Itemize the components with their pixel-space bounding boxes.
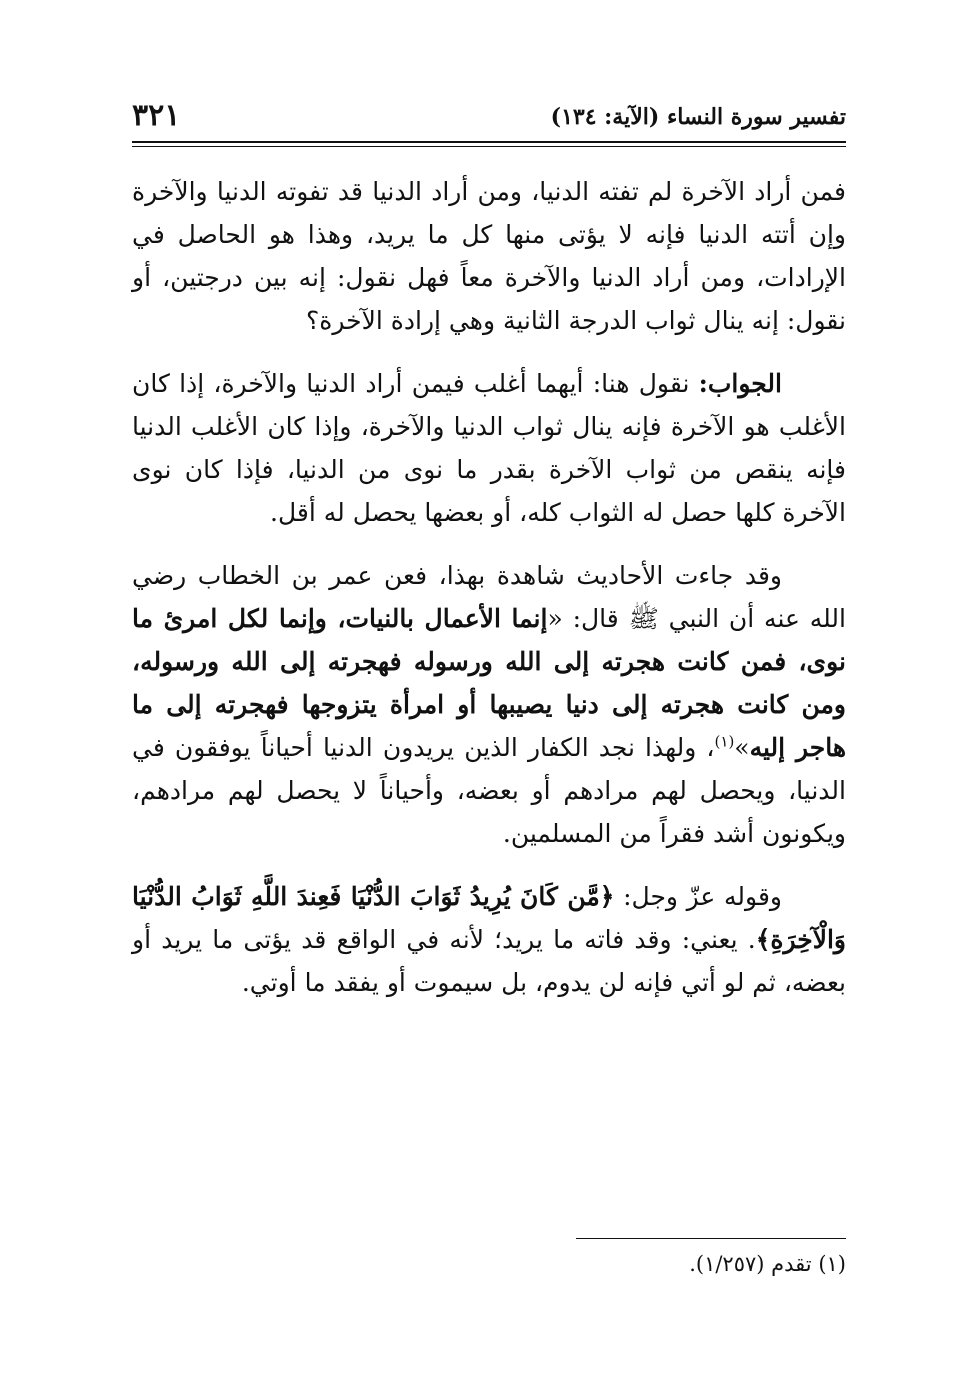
footnote-reference: (١) [714,732,735,751]
body-text [132,170,846,1024]
paragraph-1: فمن أراد الآخرة لم تفته الدنيا، ومن أراد الدنيا قد تفوته الدنيا والآخرة وإن أتته الدنيا فإنه لا يؤتى منها كل ما يريد، وهذا هو الحاصل في الإرادات، ومن أراد الدنيا والآخرة معاً فهل نقول: إنه بين درجتين، أو نقول: إنه ينال ثواب الدرجة الثانية وهي إرادة الآخرة؟ [132,177,846,335]
footnote-rule [576,1238,846,1239]
answer-label: الجواب: [698,369,782,398]
running-header [132,98,846,138]
header-rule-thin [132,146,846,147]
page-number: ٣٢١ [132,98,181,133]
hadith-intro: وقد جاءت الأحاديث شاهدة بهذا، فعن عمر بن الخطاب رضي الله عنه أن النبي ﷺ قال: « [132,561,846,633]
header-rule [132,141,846,143]
footnote: (١) تقدم (١/٢٥٧). [689,1252,846,1276]
verse-intro: وقوله عزّ وجل: [614,882,782,911]
hadith-text: إنما الأعمال بالنيات، وإنما لكل امرئ ما نوى، فمن كانت هجرته إلى الله ورسوله فهجرته إلى الله ورسوله، ومن كانت هجرته إلى دنيا يصيبها أو امرأة يتزوجها فهجرته إلى ما هاجر إليه [132,604,847,762]
paragraph-4 [132,875,846,1004]
hadith-close: » [734,733,750,762]
quran-verse: ﴿مَّن كَانَ يُرِيدُ ثَوَابَ الدُّنْيَا فَعِندَ اللَّهِ ثَوَابُ الدُّنْيَا وَالْآخِرَةِ﴾ [132,882,846,954]
running-title: تفسير سورة النساء (الآية: ١٣٤) [550,104,846,130]
verse-commentary: . يعني: وقد فاته ما يريد؛ لأنه في الواقع قد يؤتى ما يريد أو بعضه، ثم لو أتي فإنه لن يدوم، بل سيموت أو يفقد ما أوتي. [132,925,846,997]
paragraph-3 [132,554,846,855]
paragraph-2 [132,362,846,534]
hadith-commentary: ، ولهذا نجد الكفار الذين يريدون الدنيا أحياناً يوفقون في الدنيا، ويحصل لهم مرادهم أو بعضه، وأحياناً لا يحصل لهم مرادهم، ويكونون أشد فقراً من المسلمين. [132,733,846,848]
answer-text: نقول هنا: أيهما أغلب فيمن أراد الدنيا والآخرة، إذا كان الأغلب هو الآخرة فإنه ينال ثواب الدنيا والآخرة، وإذا كان الأغلب الدنيا فإنه ينقص من ثواب الآخرة بقدر ما نوى من الدنيا، فإذا كان نوى الآخرة كلها حصل له الثواب كله، أو بعضها يحصل له أقل. [132,369,846,527]
